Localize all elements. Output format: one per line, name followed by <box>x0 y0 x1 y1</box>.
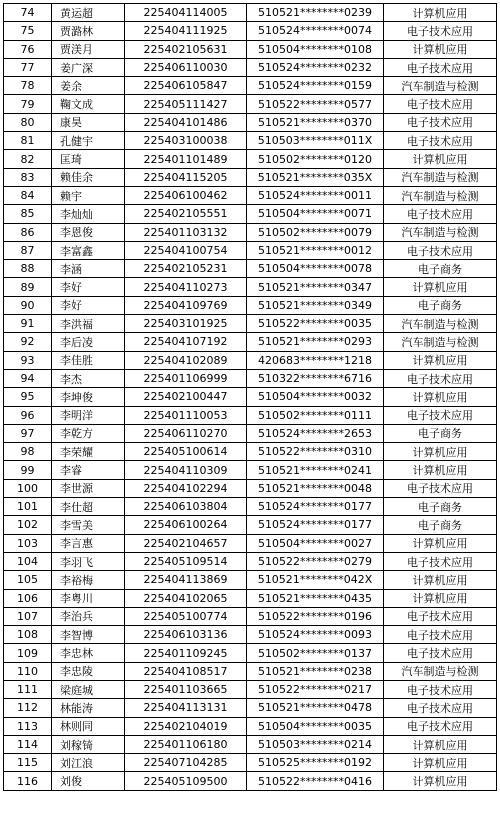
major-cell: 电子商务 <box>384 424 497 442</box>
id-card-cell: 510522********0196 <box>247 607 384 625</box>
student-name-cell: 李荣耀 <box>52 443 125 461</box>
major-cell: 电子技术应用 <box>384 406 497 424</box>
student-id-cell: 225405109514 <box>125 552 247 570</box>
student-id-cell: 225404113131 <box>125 699 247 717</box>
student-id-cell: 225404110309 <box>125 461 247 479</box>
id-card-cell: 510504********0078 <box>247 260 384 278</box>
table-row <box>4 552 497 570</box>
table-row <box>4 607 497 625</box>
student-id-cell: 225404101486 <box>125 113 247 131</box>
id-card-cell: 510503********0214 <box>247 735 384 753</box>
student-name-cell: 黄运超 <box>52 4 125 22</box>
row-number-cell: 98 <box>4 443 52 461</box>
row-number-cell: 114 <box>4 735 52 753</box>
row-number-cell: 88 <box>4 260 52 278</box>
table-row <box>4 95 497 113</box>
table-row <box>4 113 497 131</box>
row-number-cell: 112 <box>4 699 52 717</box>
id-card-cell: 510521********0435 <box>247 589 384 607</box>
id-card-cell: 510524********2653 <box>247 424 384 442</box>
id-card-cell: 510522********0217 <box>247 680 384 698</box>
student-name-cell: 匡琦 <box>52 150 125 168</box>
student-name-cell: 康昊 <box>52 113 125 131</box>
major-cell: 计算机应用 <box>384 4 497 22</box>
major-cell: 电子技术应用 <box>384 369 497 387</box>
student-name-cell: 李忠林 <box>52 644 125 662</box>
student-id-cell: 225401109245 <box>125 644 247 662</box>
student-id-cell: 225401103665 <box>125 680 247 698</box>
major-cell: 汽车制造与检测 <box>384 77 497 95</box>
row-number-cell: 78 <box>4 77 52 95</box>
student-id-cell: 225407104285 <box>125 754 247 772</box>
major-cell: 电子技术应用 <box>384 717 497 735</box>
major-cell: 汽车制造与检测 <box>384 333 497 351</box>
major-cell: 电子技术应用 <box>384 626 497 644</box>
id-card-cell: 510521********035X <box>247 168 384 186</box>
major-cell: 计算机应用 <box>384 443 497 461</box>
major-cell: 汽车制造与检测 <box>384 186 497 204</box>
student-id-cell: 225406100264 <box>125 516 247 534</box>
id-card-cell: 510521********0239 <box>247 4 384 22</box>
row-number-cell: 74 <box>4 4 52 22</box>
id-card-cell: 510502********0137 <box>247 644 384 662</box>
id-card-cell: 510521********0238 <box>247 662 384 680</box>
id-card-cell: 510524********0177 <box>247 516 384 534</box>
student-name-cell: 鞠文成 <box>52 95 125 113</box>
student-id-cell: 225405100774 <box>125 607 247 625</box>
row-number-cell: 90 <box>4 296 52 314</box>
student-id-cell: 225402104019 <box>125 717 247 735</box>
row-number-cell: 86 <box>4 223 52 241</box>
id-card-cell: 510504********0032 <box>247 388 384 406</box>
student-name-cell: 李裕梅 <box>52 571 125 589</box>
major-cell: 计算机应用 <box>384 589 497 607</box>
student-id-cell: 225405111427 <box>125 95 247 113</box>
table-row <box>4 443 497 461</box>
row-number-cell: 104 <box>4 552 52 570</box>
student-id-cell: 225401103132 <box>125 223 247 241</box>
table-row <box>4 772 497 790</box>
row-number-cell: 109 <box>4 644 52 662</box>
student-name-cell: 李坤俊 <box>52 388 125 406</box>
id-card-cell: 510504********0027 <box>247 534 384 552</box>
student-name-cell: 李好 <box>52 278 125 296</box>
student-id-cell: 225404100754 <box>125 241 247 259</box>
student-name-cell: 刘俊 <box>52 772 125 790</box>
student-name-cell: 李睿 <box>52 461 125 479</box>
table-row <box>4 369 497 387</box>
major-cell: 电子商务 <box>384 498 497 516</box>
id-card-cell: 510502********0120 <box>247 150 384 168</box>
table-row <box>4 351 497 369</box>
id-card-cell: 420683********1218 <box>247 351 384 369</box>
student-id-cell: 225403101925 <box>125 315 247 333</box>
table-row <box>4 4 497 22</box>
table-row <box>4 388 497 406</box>
student-name-cell: 李富鑫 <box>52 241 125 259</box>
row-number-cell: 111 <box>4 680 52 698</box>
table-row <box>4 278 497 296</box>
table-row <box>4 241 497 259</box>
row-number-cell: 102 <box>4 516 52 534</box>
table-row <box>4 644 497 662</box>
student-id-cell: 225404107192 <box>125 333 247 351</box>
id-card-cell: 510521********0012 <box>247 241 384 259</box>
student-id-cell: 225406100462 <box>125 186 247 204</box>
student-id-cell: 225401110053 <box>125 406 247 424</box>
row-number-cell: 100 <box>4 479 52 497</box>
student-name-cell: 李忠陵 <box>52 662 125 680</box>
major-cell: 汽车制造与检测 <box>384 315 497 333</box>
table-row <box>4 223 497 241</box>
major-cell: 计算机应用 <box>384 461 497 479</box>
id-card-cell: 510521********0241 <box>247 461 384 479</box>
table-row <box>4 589 497 607</box>
id-card-cell: 510521********0048 <box>247 479 384 497</box>
student-id-cell: 225406110270 <box>125 424 247 442</box>
major-cell: 电子技术应用 <box>384 699 497 717</box>
student-name-cell: 李洪福 <box>52 315 125 333</box>
student-id-cell: 225402105631 <box>125 40 247 58</box>
student-name-cell: 刘江浪 <box>52 754 125 772</box>
table-row <box>4 571 497 589</box>
major-cell: 电子技术应用 <box>384 58 497 76</box>
row-number-cell: 83 <box>4 168 52 186</box>
student-id-cell: 225406105847 <box>125 77 247 95</box>
row-number-cell: 107 <box>4 607 52 625</box>
id-card-cell: 510504********0071 <box>247 205 384 223</box>
table-row <box>4 534 497 552</box>
major-cell: 计算机应用 <box>384 40 497 58</box>
major-cell: 电子技术应用 <box>384 113 497 131</box>
major-cell: 计算机应用 <box>384 278 497 296</box>
row-number-cell: 81 <box>4 132 52 150</box>
table-row <box>4 735 497 753</box>
row-number-cell: 105 <box>4 571 52 589</box>
row-number-cell: 99 <box>4 461 52 479</box>
student-id-cell: 225404110273 <box>125 278 247 296</box>
row-number-cell: 108 <box>4 626 52 644</box>
major-cell: 计算机应用 <box>384 534 497 552</box>
student-name-cell: 赖佳余 <box>52 168 125 186</box>
row-number-cell: 94 <box>4 369 52 387</box>
id-card-cell: 510521********0293 <box>247 333 384 351</box>
major-cell: 计算机应用 <box>384 388 497 406</box>
id-card-cell: 510521********0478 <box>247 699 384 717</box>
major-cell: 电子技术应用 <box>384 552 497 570</box>
id-card-cell: 510522********0035 <box>247 315 384 333</box>
id-card-cell: 510522********0310 <box>247 443 384 461</box>
id-card-cell: 510504********0108 <box>247 40 384 58</box>
student-name-cell: 李治兵 <box>52 607 125 625</box>
student-name-cell: 李后凌 <box>52 333 125 351</box>
student-name-cell: 李好 <box>52 296 125 314</box>
row-number-cell: 77 <box>4 58 52 76</box>
student-id-cell: 225405100614 <box>125 443 247 461</box>
row-number-cell: 80 <box>4 113 52 131</box>
student-name-cell: 李粤川 <box>52 589 125 607</box>
row-number-cell: 113 <box>4 717 52 735</box>
row-number-cell: 87 <box>4 241 52 259</box>
student-name-cell: 赖宇 <box>52 186 125 204</box>
table-row <box>4 333 497 351</box>
row-number-cell: 85 <box>4 205 52 223</box>
id-card-cell: 510524********0177 <box>247 498 384 516</box>
student-name-cell: 贾渼月 <box>52 40 125 58</box>
student-id-cell: 225404102294 <box>125 479 247 497</box>
major-cell: 电子商务 <box>384 516 497 534</box>
table-row <box>4 40 497 58</box>
id-card-cell: 510322********6716 <box>247 369 384 387</box>
major-cell: 电子技术应用 <box>384 644 497 662</box>
id-card-cell: 510521********0347 <box>247 278 384 296</box>
table-row <box>4 205 497 223</box>
student-id-cell: 225404108517 <box>125 662 247 680</box>
id-card-cell: 510521********0370 <box>247 113 384 131</box>
row-number-cell: 103 <box>4 534 52 552</box>
major-cell: 计算机应用 <box>384 772 497 790</box>
table-row <box>4 58 497 76</box>
student-id-cell: 225401106180 <box>125 735 247 753</box>
id-card-cell: 510522********0279 <box>247 552 384 570</box>
student-name-cell: 姜广深 <box>52 58 125 76</box>
row-number-cell: 97 <box>4 424 52 442</box>
student-name-cell: 李恩俊 <box>52 223 125 241</box>
table-row <box>4 77 497 95</box>
student-name-cell: 李涵 <box>52 260 125 278</box>
table-row <box>4 516 497 534</box>
student-id-cell: 225401106999 <box>125 369 247 387</box>
id-card-cell: 510522********0416 <box>247 772 384 790</box>
student-id-cell: 225404102065 <box>125 589 247 607</box>
student-name-cell: 李乾方 <box>52 424 125 442</box>
student-name-cell: 梁庭城 <box>52 680 125 698</box>
student-id-cell: 225402104657 <box>125 534 247 552</box>
student-name-cell: 姜余 <box>52 77 125 95</box>
table-row <box>4 260 497 278</box>
row-number-cell: 95 <box>4 388 52 406</box>
table-row <box>4 754 497 772</box>
table-row <box>4 296 497 314</box>
student-name-cell: 李羽飞 <box>52 552 125 570</box>
table-row <box>4 150 497 168</box>
student-id-cell: 225404102089 <box>125 351 247 369</box>
student-name-cell: 李雪美 <box>52 516 125 534</box>
student-name-cell: 林则同 <box>52 717 125 735</box>
table-row <box>4 498 497 516</box>
table-row <box>4 717 497 735</box>
student-id-cell: 225402105231 <box>125 260 247 278</box>
student-id-cell: 225403100038 <box>125 132 247 150</box>
major-cell: 汽车制造与检测 <box>384 662 497 680</box>
table-row <box>4 22 497 40</box>
major-cell: 电子技术应用 <box>384 205 497 223</box>
student-name-cell: 林能涛 <box>52 699 125 717</box>
row-number-cell: 79 <box>4 95 52 113</box>
major-cell: 电子技术应用 <box>384 95 497 113</box>
row-number-cell: 91 <box>4 315 52 333</box>
major-cell: 汽车制造与检测 <box>384 223 497 241</box>
row-number-cell: 89 <box>4 278 52 296</box>
student-id-cell: 225406103804 <box>125 498 247 516</box>
row-number-cell: 92 <box>4 333 52 351</box>
table-row <box>4 315 497 333</box>
major-cell: 电子商务 <box>384 260 497 278</box>
student-id-cell: 225402100447 <box>125 388 247 406</box>
major-cell: 电子技术应用 <box>384 241 497 259</box>
row-number-cell: 93 <box>4 351 52 369</box>
row-number-cell: 76 <box>4 40 52 58</box>
student-name-cell: 李灿灿 <box>52 205 125 223</box>
row-number-cell: 84 <box>4 186 52 204</box>
student-id-cell: 225404114005 <box>125 4 247 22</box>
major-cell: 计算机应用 <box>384 735 497 753</box>
student-id-cell: 225404109769 <box>125 296 247 314</box>
row-number-cell: 96 <box>4 406 52 424</box>
id-card-cell: 510521********0349 <box>247 296 384 314</box>
table-row <box>4 662 497 680</box>
id-card-cell: 510524********0159 <box>247 77 384 95</box>
table-row <box>4 424 497 442</box>
id-card-cell: 510525********0192 <box>247 754 384 772</box>
major-cell: 电子技术应用 <box>384 479 497 497</box>
table-row <box>4 680 497 698</box>
student-name-cell: 李明洋 <box>52 406 125 424</box>
student-id-cell: 225401101489 <box>125 150 247 168</box>
student-name-cell: 贾潞林 <box>52 22 125 40</box>
roster-body <box>4 4 497 791</box>
major-cell: 电子商务 <box>384 296 497 314</box>
major-cell: 电子技术应用 <box>384 680 497 698</box>
id-card-cell: 510524********0074 <box>247 22 384 40</box>
major-cell: 计算机应用 <box>384 571 497 589</box>
table-row <box>4 406 497 424</box>
id-card-cell: 510502********0111 <box>247 406 384 424</box>
major-cell: 计算机应用 <box>384 150 497 168</box>
student-name-cell: 李佳胜 <box>52 351 125 369</box>
row-number-cell: 115 <box>4 754 52 772</box>
student-name-cell: 李仕超 <box>52 498 125 516</box>
student-name-cell: 李智博 <box>52 626 125 644</box>
id-card-cell: 510521********042X <box>247 571 384 589</box>
table-row <box>4 186 497 204</box>
major-cell: 计算机应用 <box>384 351 497 369</box>
id-card-cell: 510502********0079 <box>247 223 384 241</box>
row-number-cell: 116 <box>4 772 52 790</box>
major-cell: 电子技术应用 <box>384 607 497 625</box>
id-card-cell: 510524********0232 <box>247 58 384 76</box>
student-id-cell: 225405109500 <box>125 772 247 790</box>
table-row <box>4 168 497 186</box>
row-number-cell: 101 <box>4 498 52 516</box>
major-cell: 汽车制造与检测 <box>384 168 497 186</box>
table-row <box>4 699 497 717</box>
id-card-cell: 510503********011X <box>247 132 384 150</box>
student-id-cell: 225406103136 <box>125 626 247 644</box>
student-id-cell: 225402105551 <box>125 205 247 223</box>
id-card-cell: 510524********0093 <box>247 626 384 644</box>
student-id-cell: 225404111925 <box>125 22 247 40</box>
row-number-cell: 110 <box>4 662 52 680</box>
table-row <box>4 132 497 150</box>
student-name-cell: 孔健宇 <box>52 132 125 150</box>
student-id-cell: 225404113869 <box>125 571 247 589</box>
student-roster-table <box>3 3 497 791</box>
major-cell: 电子技术应用 <box>384 22 497 40</box>
id-card-cell: 510524********0011 <box>247 186 384 204</box>
table-row <box>4 626 497 644</box>
table-row <box>4 479 497 497</box>
table-row <box>4 461 497 479</box>
major-cell: 电子技术应用 <box>384 132 497 150</box>
student-id-cell: 225406110030 <box>125 58 247 76</box>
student-name-cell: 李世源 <box>52 479 125 497</box>
row-number-cell: 75 <box>4 22 52 40</box>
student-name-cell: 李言惠 <box>52 534 125 552</box>
row-number-cell: 106 <box>4 589 52 607</box>
major-cell: 计算机应用 <box>384 754 497 772</box>
row-number-cell: 82 <box>4 150 52 168</box>
id-card-cell: 510504********0035 <box>247 717 384 735</box>
student-name-cell: 李杰 <box>52 369 125 387</box>
id-card-cell: 510522********0577 <box>247 95 384 113</box>
student-id-cell: 225404115205 <box>125 168 247 186</box>
student-name-cell: 刘稼锜 <box>52 735 125 753</box>
